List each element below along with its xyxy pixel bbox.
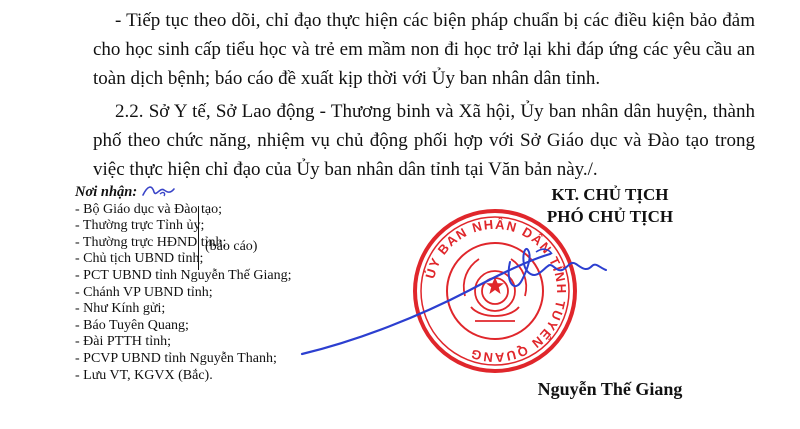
signer-name: Nguyễn Thế Giang	[537, 379, 683, 399]
recipient-item: - Như Kính gửi;	[75, 301, 166, 317]
handwritten-signature	[300, 232, 620, 362]
report-bracket-label: (báo cáo)	[205, 239, 258, 254]
paragraph-followup-instructions: - Tiếp tục theo dõi, chỉ đạo thực hiện các biện pháp chuẩn bị các điều kiện bảo đảm cho học sinh cấp tiểu học và trẻ em mầm non đi học trở lại khi đáp ứng các yêu cầu an toàn dịch bệnh; báo cáo đề xuất kịp thời với Ủy ban nhân dân tỉnh.	[93, 10, 755, 89]
recipient-item: - PCVP UBND tỉnh Nguyễn Thanh;	[75, 350, 277, 366]
recipient-item: - Thường trực HĐND tỉnh;	[75, 234, 227, 250]
recipient-item: - Lưu VT, KGVX (Bắc).	[75, 367, 213, 383]
report-bracket	[186, 206, 199, 270]
recipient-item: - Thường trực Tỉnh ủy;	[75, 218, 205, 234]
paragraph-section-2-2: 2.2. Sở Y tế, Sở Lao động - Thương binh và Xã hội, Ủy ban nhân dân huyện, thành phố theo chức năng, nhiệm vụ chủ động phối hợp với Sở Giáo dục và Đào tạo trong việc thực hiện chỉ đạo của Ủy ban nhân dân tỉnh tại Văn bản này./.	[93, 101, 755, 180]
recipients-title: Nơi nhận:	[75, 184, 138, 200]
recipient-item: - Báo Tuyên Quang;	[75, 317, 189, 333]
recipient-item: - PCT UBND tỉnh Nguyễn Thế Giang;	[75, 267, 292, 283]
seal-ring-text: ỦY BAN NHÂN DÂN TỈNH TUYÊN QUANG	[422, 216, 570, 366]
recipient-item: - Đài PTTH tỉnh;	[75, 334, 172, 350]
signer-role-line-1: KT. CHỦ TỊCH	[551, 185, 669, 204]
handwritten-mark	[140, 181, 180, 201]
signer-role-line-2: PHÓ CHỦ TỊCH	[546, 207, 674, 226]
recipient-item: - Bộ Giáo dục và Đào tạo;	[75, 201, 222, 217]
recipient-item: - Chánh VP UBND tỉnh;	[75, 284, 213, 300]
recipient-item: - Chủ tịch UBND tỉnh;	[75, 251, 204, 267]
